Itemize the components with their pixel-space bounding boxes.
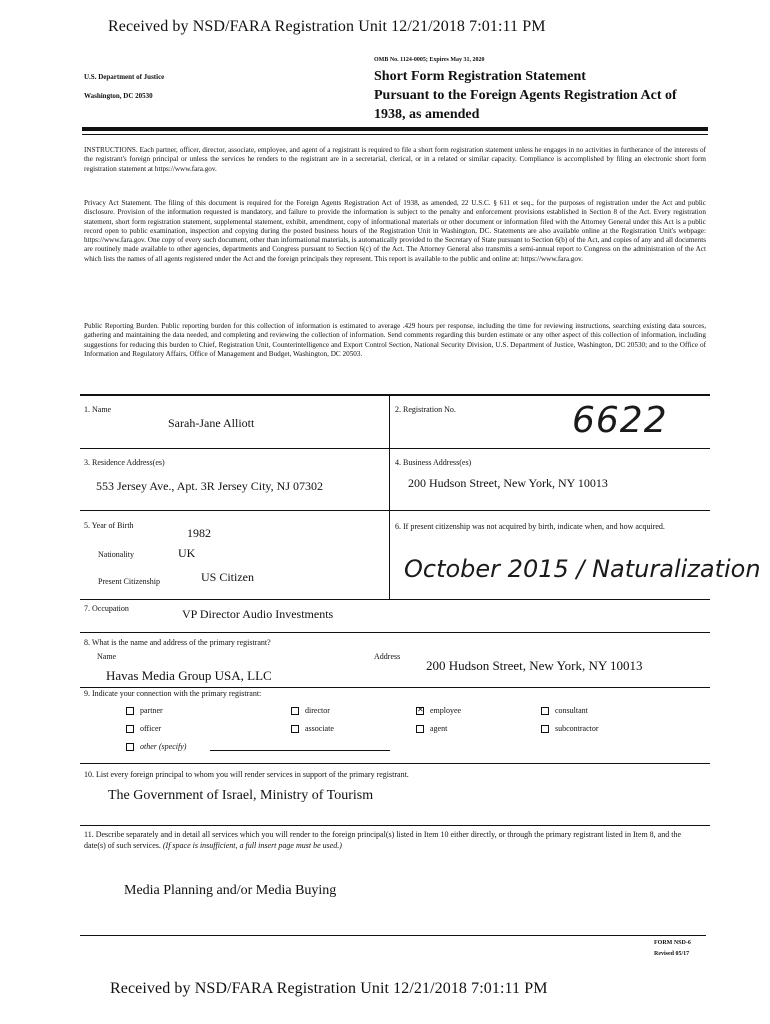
primary-registrant-question: 8. What is the name and address of the primary registrant? (84, 638, 271, 647)
checkbox-associate-label: associate (305, 724, 334, 733)
checkbox-consultant[interactable] (541, 706, 588, 715)
department-location: Washington, DC 20530 (84, 92, 153, 100)
checkbox-officer-label: officer (140, 724, 162, 733)
received-stamp-bottom: Received by NSD/FARA Registration Unit 12/21/2018 7:01:11 PM (110, 980, 548, 997)
year-of-birth-label: 5. Year of Birth (84, 521, 134, 530)
checkbox-subcontractor[interactable] (541, 724, 599, 733)
form-column-divider (389, 395, 390, 600)
checkbox-agent-box[interactable] (416, 725, 424, 733)
checkbox-associate[interactable] (291, 724, 334, 733)
services-question-text: 11. Describe separately and in detail all services which you will render to the foreign principal(s) listed in Item 10 either directly, or through the primary registrant listed in Item 8, and the date(s) of such services. (84, 830, 681, 850)
checkbox-partner[interactable] (126, 706, 163, 715)
title-line-3: 1938, as amended (374, 107, 480, 122)
business-address-label: 4. Business Address(es) (395, 458, 472, 467)
name-value: Sarah-Jane Alliott (168, 416, 255, 430)
checkbox-partner-label: partner (140, 706, 163, 715)
primary-registrant-name-value: Havas Media Group USA, LLC (106, 668, 272, 683)
checkbox-consultant-label: consultant (555, 706, 588, 715)
primary-registrant-address-label: Address (374, 652, 401, 661)
nationality-label: Nationality (98, 550, 134, 559)
checkbox-subcontractor-label: subcontractor (555, 724, 599, 733)
other-specify-line (210, 750, 390, 751)
omb-number: OMB No. 1124-0005; Expires May 31, 2020 (374, 57, 485, 63)
checkbox-director[interactable] (291, 706, 330, 715)
header-rule-thick (82, 127, 708, 131)
residence-address-value: 553 Jersey Ave., Apt. 3R Jersey City, NJ 07302 (96, 479, 323, 493)
header-rule-thin (82, 134, 708, 135)
foreign-principal-value: The Government of Israel, Ministry of Tourism (108, 788, 374, 803)
form-title (374, 67, 677, 124)
checkbox-agent-label: agent (430, 724, 448, 733)
business-address-value: 200 Hudson Street, New York, NY 10013 (408, 476, 608, 490)
checkbox-agent[interactable] (416, 724, 447, 733)
checkbox-other-label: other (specify) (140, 742, 187, 751)
checkbox-director-label: director (305, 706, 330, 715)
form-revised: Revised 05/17 (654, 951, 690, 957)
registration-number-value: 6622 (572, 400, 668, 441)
row-divider-1 (80, 448, 710, 449)
name-label: 1. Name (84, 405, 112, 414)
checkbox-employee-box[interactable] (416, 707, 424, 715)
title-line-2: Pursuant to the Foreign Agents Registration Act of (374, 88, 677, 103)
checkbox-subcontractor-box[interactable] (541, 725, 549, 733)
services-question (84, 829, 704, 851)
checkbox-associate-box[interactable] (291, 725, 299, 733)
row-divider-5 (80, 687, 710, 688)
services-value: Media Planning and/or Media Buying (124, 883, 337, 898)
title-line-1: Short Form Registration Statement (374, 69, 586, 84)
connection-question: 9. Indicate your connection with the primary registrant: (84, 689, 262, 698)
checkbox-partner-box[interactable] (126, 707, 134, 715)
instructions-paragraph: INSTRUCTIONS. Each partner, officer, director, associate, employee, and agent of a registrant is required to file a short form registration statement unless he engages in no activities in furtherance of the interests of the registrant's foreign principal or unless the services he renders to the registrant are in a secretarial, clerical, or in a related or similar capacity. Compliance is accomplished by filing an electronic short form registration statement at https://www.fara.gov. (84, 146, 706, 173)
row-divider-7 (80, 825, 710, 826)
occupation-value: VP Director Audio Investments (182, 607, 334, 621)
row-divider-2 (80, 510, 710, 511)
received-stamp-top: Received by NSD/FARA Registration Unit 12/21/2018 7:01:11 PM (108, 18, 546, 35)
department-name: U.S. Department of Justice (84, 73, 165, 81)
citizenship-acquired-label: 6. If present citizenship was not acquired by birth, indicate when, and how acquired. (395, 522, 665, 531)
row-divider-4 (80, 632, 710, 633)
checkbox-director-box[interactable] (291, 707, 299, 715)
row-divider-6 (80, 763, 710, 764)
citizenship-value: US Citizen (201, 570, 254, 584)
registration-number-label: 2. Registration No. (395, 405, 456, 414)
privacy-act-paragraph: Privacy Act Statement. The filing of this document is required for the Foreign Agents Registration Act of 1938, as amended, 22 U.S.C. § 611 et seq., for the purposes of registration under the Act and public disclosure. Provision of the information requested is mandatory, and failure to provide the information is subject to the penalty and enforcement provisions established in Section 8 of the Act. Every registration statement, short form registration statement, supplemental statement, exhibit, amendment, copy of informational materials or other document or information filed with the Attorney General under this Act is a public record open to public examination, inspection and copying during the posted business hours of the Registration Unit in Washington, DC. Statements are also available online at the Registration Unit's webpage: https://www.fara.gov. One copy of every such document, other than informational materials, is automatically provided to the Secretary of State pursuant to Section 6(b) of the Act, and copies of any and all documents are routinely made available to other agencies, departments and Congress pursuant to Section 6(c) of the Act. The Attorney General also transmits a semi-annual report to Congress on the administration of the Act which lists the names of all agents registered under the Act and the foreign principals they represent. This report is available to the public and online at: https://www.fara.gov. (84, 199, 706, 263)
checkbox-employee[interactable] (416, 706, 461, 715)
checkbox-employee-label: employee (430, 706, 462, 715)
year-of-birth-value: 1982 (187, 526, 211, 540)
form-top-rule (80, 394, 710, 396)
citizenship-acquired-value: October 2015 / Naturalization (404, 555, 761, 583)
row-divider-3 (80, 599, 710, 600)
checkbox-officer-box[interactable] (126, 725, 134, 733)
checkbox-other-box[interactable] (126, 743, 134, 751)
checkbox-officer[interactable] (126, 724, 161, 733)
primary-registrant-name-label: Name (97, 652, 117, 661)
reporting-burden-paragraph: Public Reporting Burden. Public reporting burden for this collection of information is estimated to average .429 hours per response, including the time for reviewing instructions, searching existing data sources, gathering and maintaining the data needed, and completing and reviewing the collection of information. Send comments regarding this burden estimate or any other aspect of this collection of information, including suggestions for reducing this burden to Chief, Registration Unit, Counterintelligence and Export Control Section, National Security Division, U.S. Department of Justice, Washington, DC 20530; and to the Office of Information and Regulatory Affairs, Office of Management and Budget, Washington, DC 20503. (84, 322, 706, 358)
services-question-note: (If space is insufficient, a full insert page must be used.) (162, 841, 342, 850)
nationality-value: UK (178, 546, 196, 560)
residence-address-label: 3. Residence Address(es) (84, 458, 165, 467)
primary-registrant-address-value: 200 Hudson Street, New York, NY 10013 (426, 658, 643, 673)
checkbox-other[interactable] (126, 742, 186, 751)
form-number: FORM NSD-6 (654, 940, 691, 946)
citizenship-label: Present Citizenship (98, 577, 160, 586)
form-bottom-rule (80, 935, 706, 936)
occupation-label: 7. Occupation (84, 604, 129, 613)
foreign-principal-question: 10. List every foreign principal to whom you will render services in support of the primary registrant. (84, 770, 409, 779)
checkbox-consultant-box[interactable] (541, 707, 549, 715)
